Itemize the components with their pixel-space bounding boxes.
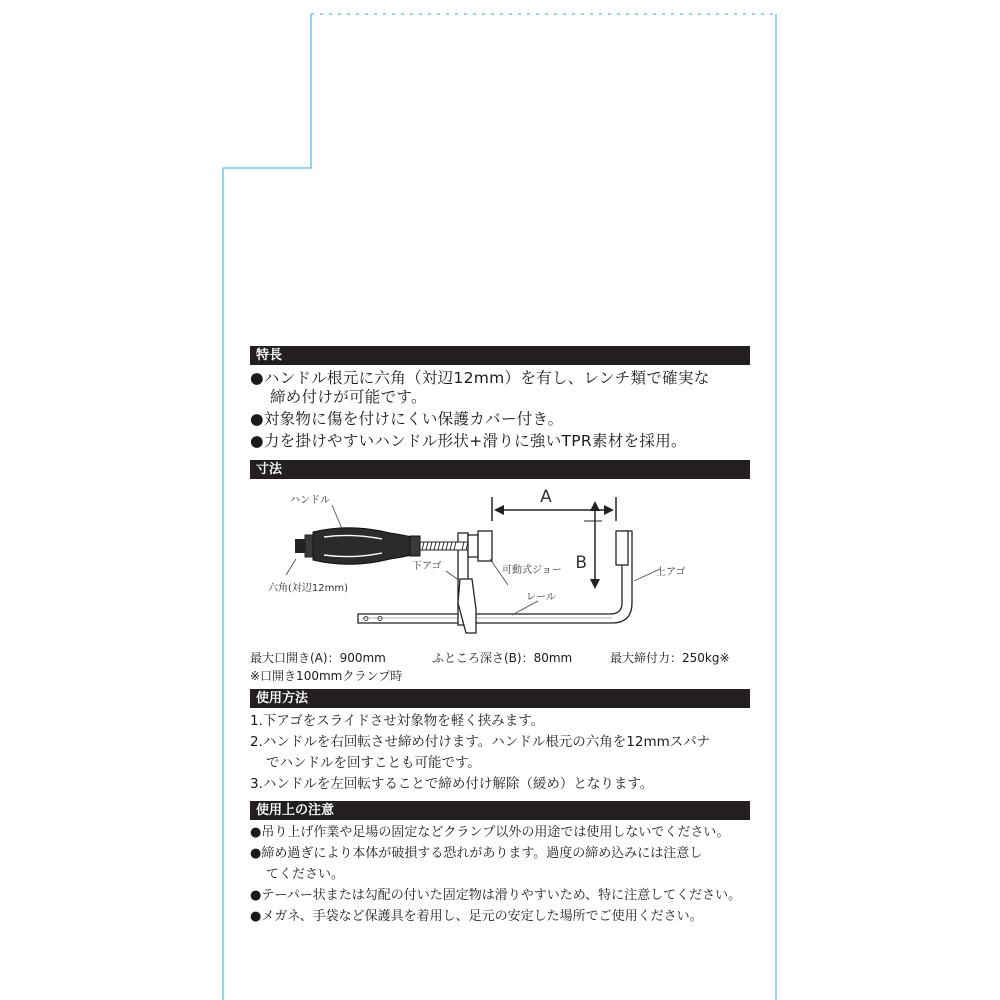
rail-label: レール xyxy=(526,592,556,603)
caution-item: ●締め過ぎにより本体が破損する恐れがあります。過度の締め込みには注意し てください。 xyxy=(250,846,703,882)
specs-row xyxy=(250,649,750,667)
cautions-header: 使用上の注意 xyxy=(250,801,750,820)
clamp-diagram xyxy=(250,479,750,649)
caution-item: ●吊り上げ作業や足場の固定などクランプ以外の用途では使用しないでください。 xyxy=(250,825,730,840)
spec-note: ※口開き100mmクランプ時 xyxy=(250,669,403,683)
feature-item: ●ハンドル根元に六角（対辺12mm）を有し、レンチ類で確実な 締め付けが可能です。 xyxy=(250,369,710,406)
dimension-b-label: B xyxy=(575,553,587,573)
lower-jaw-label: 下アゴ xyxy=(412,561,442,572)
usage-step: 1.下アゴをスライドさせ対象物を軽く挟みます。 xyxy=(250,713,545,729)
dimension-a-label: A xyxy=(540,487,552,507)
clamp-drawing xyxy=(250,479,750,649)
upper-jaw-label: 上アゴ xyxy=(656,567,686,578)
usage-step: 3.ハンドルを左回転することで締め付け解除（緩め）となります。 xyxy=(250,776,654,792)
handle-label: ハンドル xyxy=(290,495,330,506)
dimensions-header: 寸法 xyxy=(250,460,750,479)
max-force: 最大締付力：250kg※ xyxy=(610,651,730,665)
features-list xyxy=(250,369,750,451)
usage-steps xyxy=(250,711,750,795)
movable-jaw xyxy=(468,531,492,561)
upper-jaw xyxy=(616,531,628,565)
cautions-list xyxy=(250,822,750,927)
hex-label: 六角(対辺12mm) xyxy=(268,583,349,594)
handle xyxy=(295,528,420,565)
throat-depth: ふところ深さ(B)：80mm xyxy=(432,651,573,665)
feature-item: ●対象物に傷を付けにくい保護カバー付き。 xyxy=(250,410,564,428)
max-opening: 最大口開き(A)：900mm xyxy=(250,651,386,665)
dimension-a xyxy=(492,487,616,521)
instruction-panel xyxy=(250,346,750,927)
usage-step: 2.ハンドルを右回転させ締め付けます。ハンドル根元の六角を12mmスパナ でハンドルを回すことも可能です。 xyxy=(250,734,711,771)
feature-item: ●力を掛けやすいハンドル形状+滑りに強いTPR素材を採用。 xyxy=(250,432,687,450)
caution-item: ●メガネ、手袋など保護具を着用し、足元の安定した場所でご使用ください。 xyxy=(250,909,703,924)
screw xyxy=(420,542,470,550)
dimension-b xyxy=(575,501,602,589)
usage-header: 使用方法 xyxy=(250,689,750,708)
movable-jaw-label: 可動式ジョー xyxy=(502,565,562,576)
specs xyxy=(250,649,750,685)
caution-item: ●テーパー状または勾配の付いた固定物は滑りやすいため、特に注意してください。 xyxy=(250,888,742,903)
features-header: 特長 xyxy=(250,346,750,365)
